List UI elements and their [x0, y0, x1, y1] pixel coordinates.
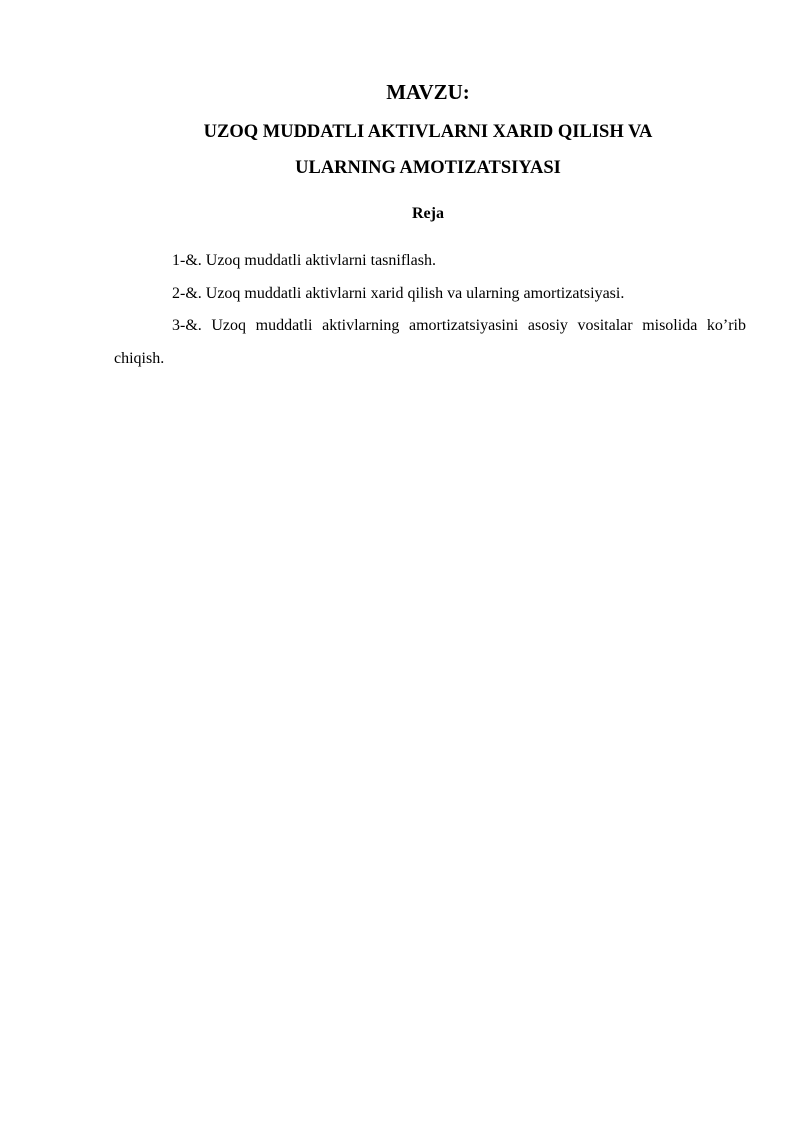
document-title: MAVZU: [386, 80, 470, 104]
plan-item-2: 2-&. Uzoq muddatli aktivlarni xarid qilish va ularning amortizatsiyasi. [172, 284, 625, 302]
plan-item-3: 3-&. Uzoq muddatli aktivlarning amortizatsiyasini asosiy vositalar misolida ko’rib chiqish. [114, 317, 746, 367]
plan-item-1: 1-&. Uzoq muddatli aktivlarni tasniflash. [172, 252, 436, 269]
topic-title-line-2: ULARNING AMOTIZATSIYASI [295, 158, 561, 178]
topic-title-line-1: UZOQ MUDDATLI AKTIVLARNI XARID QILISH VA [203, 122, 653, 142]
plan-heading: Reja [412, 205, 444, 222]
plan-list [114, 245, 746, 375]
